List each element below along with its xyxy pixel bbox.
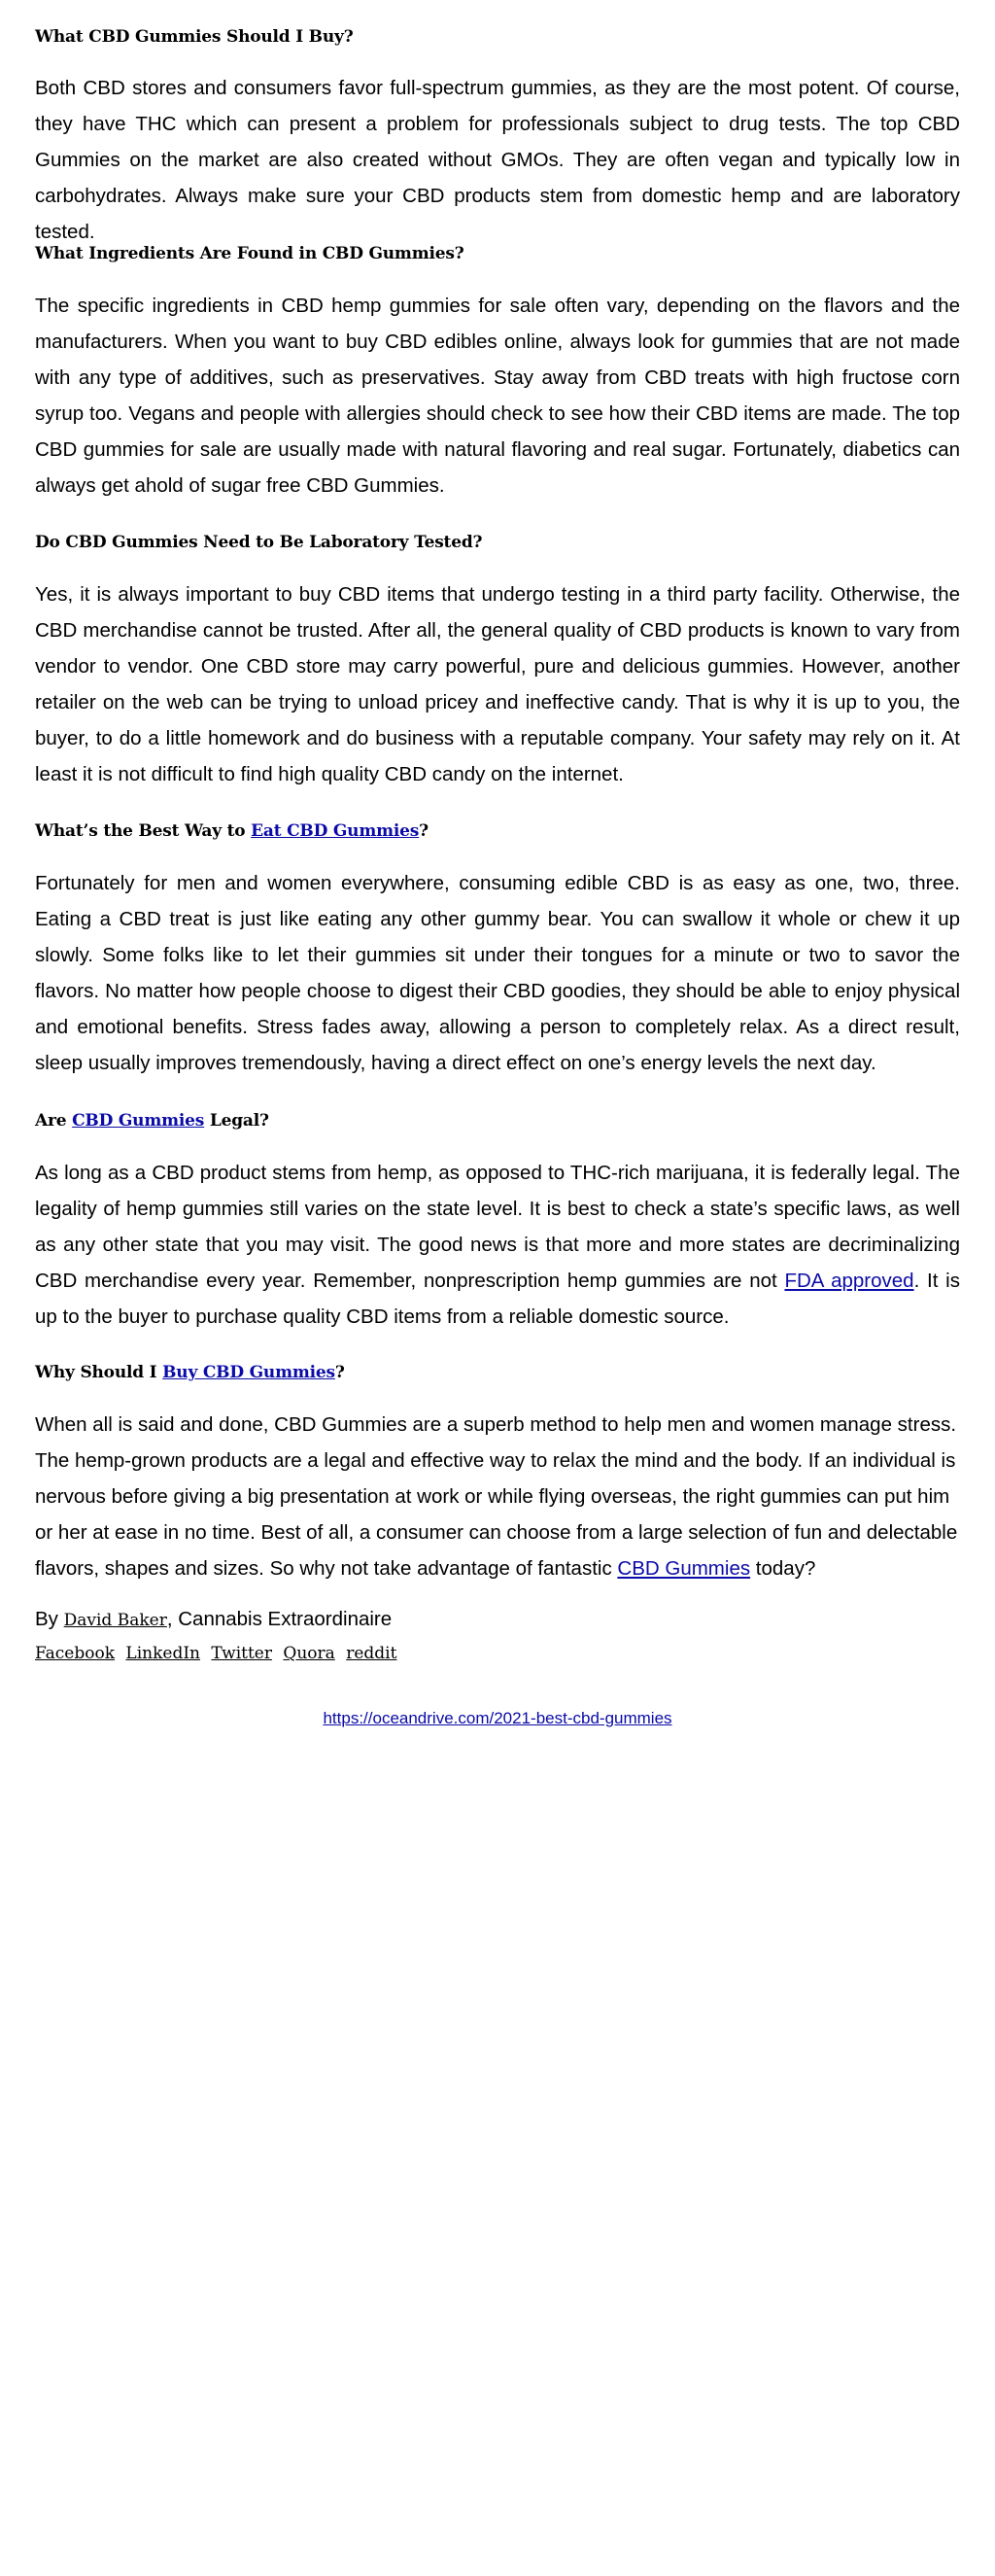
heading-text: ?: [334, 1363, 345, 1382]
social-links: [35, 1636, 402, 1672]
footer-url: [0, 1707, 995, 1730]
paragraph-text: As long as a CBD product stems from hemp, as opposed to THC-rich marijuana, it is federally legal. The legality of hemp gummies still varies on the state level. It is best to check a state’s specific laws, as well as any other state that you may visit. The good news is that more and more states are decriminalizing CBD merchandise every year. Remember, nonprescription hemp gummies are not: [35, 1162, 960, 1292]
section-paragraph: Fortunately for men and women everywhere, consuming edible CBD is as easy as one, two, three. Eating a CBD treat is just like eating any other gummy bear. You can swallow it whole or chew it up slowly. Some folks like to let their gummies sit under their tongues for a minute or two to savor the flavors. No matter how people choose to digest their CBD goodies, they should be able to enjoy physical and emotional benefits. Stress fades away, allowing a person to completely relax. As a direct result, sleep usually improves tremendously, having a direct effect on one’s energy levels the next day.: [35, 872, 960, 1074]
byline: [35, 1601, 392, 1639]
section-heading: [35, 819, 429, 843]
quora-link[interactable]: Quora: [283, 1644, 335, 1663]
facebook-link[interactable]: Facebook: [35, 1644, 116, 1663]
section-heading: [35, 1361, 345, 1384]
buy-cbd-gummies-link[interactable]: Buy CBD Gummies: [162, 1363, 335, 1382]
linkedin-link[interactable]: LinkedIn: [125, 1644, 201, 1663]
paragraph-text: today?: [750, 1557, 816, 1580]
section-paragraph: The specific ingredients in CBD hemp gummies for sale often vary, depending on the flavors and the manufacturers. When you want to buy CBD edibles online, always look for gummies that are not made with any type of additives, such as preservatives. Stay away from CBD treats with high fructose corn syrup too. Vegans and people with allergies should check to see how their CBD items are made. The top CBD gummies for sale are usually made with natural flavoring and real sugar. Fortunately, diabetics can always get ahold of sugar free CBD Gummies.: [35, 295, 960, 497]
paragraph-text: . It is up to the buyer to purchase quality CBD items from a reliable domestic source.: [35, 1270, 960, 1328]
cbd-gummies-link[interactable]: CBD Gummies: [72, 1111, 205, 1131]
section-heading: What Ingredients Are Found in CBD Gummies?: [35, 244, 464, 263]
section-paragraph: [35, 1407, 960, 1586]
heading-text: Why Should I: [35, 1363, 163, 1382]
eat-cbd-gummies-link[interactable]: Eat CBD Gummies: [251, 821, 420, 841]
fda-approved-link[interactable]: FDA approved: [784, 1270, 914, 1292]
section-heading: [35, 1109, 269, 1132]
source-url-link[interactable]: https://oceandrive.com/2021-best-cbd-gummies: [323, 1709, 672, 1727]
heading-text: Are: [35, 1111, 73, 1131]
section-heading: Do CBD Gummies Need to Be Laboratory Tested?: [35, 533, 483, 552]
heading-text: What’s the Best Way to: [35, 821, 252, 841]
section-paragraph: [35, 1155, 960, 1335]
section-paragraph: Both CBD stores and consumers favor full-spectrum gummies, as they are the most potent. Of course, they have THC which can present a problem for professionals subject to drug tests. The top CBD Gummies on the market are also created without GMOs. They are often vegan and typically low in carbohydrates. Always make sure your CBD products stem from domestic hemp and are laboratory tested.: [35, 77, 960, 243]
reddit-link[interactable]: reddit: [346, 1644, 397, 1663]
cbd-gummies-link[interactable]: CBD Gummies: [617, 1557, 751, 1580]
section-paragraph: Yes, it is always important to buy CBD items that undergo testing in a third party facility. Otherwise, the CBD merchandise cannot be trusted. After all, the general quality of CBD products is known to vary from vendor to vendor. One CBD store may carry powerful, pure and delicious gummies. However, another retailer on the web can be trying to unload pricey and ineffective candy. That is why it is up to you, the buyer, to do a little homework and do business with a reputable company. Your safety may rely on it. At least it is not difficult to find high quality CBD candy on the internet.: [35, 583, 960, 785]
byline-suffix: , Cannabis Extraordinaire: [166, 1608, 393, 1630]
byline-prefix: By: [35, 1608, 64, 1630]
heading-text: Legal?: [204, 1111, 269, 1131]
author-link[interactable]: David Baker: [63, 1611, 167, 1630]
section-heading: What CBD Gummies Should I Buy?: [35, 27, 354, 47]
heading-text: ?: [419, 821, 429, 841]
twitter-link[interactable]: Twitter: [211, 1644, 272, 1663]
paragraph-text: When all is said and done, CBD Gummies are a superb method to help men and women manage stress. The hemp-grown products are a legal and effective way to relax the mind and the body. If an individual is nervous before giving a big presentation at work or while flying overseas, the right gummies can put him or her at ease in no time. Best of all, a consumer can choose from a large selection of fun and delectable flavors, shapes and sizes. So why not take advantage of fantastic: [35, 1413, 958, 1580]
